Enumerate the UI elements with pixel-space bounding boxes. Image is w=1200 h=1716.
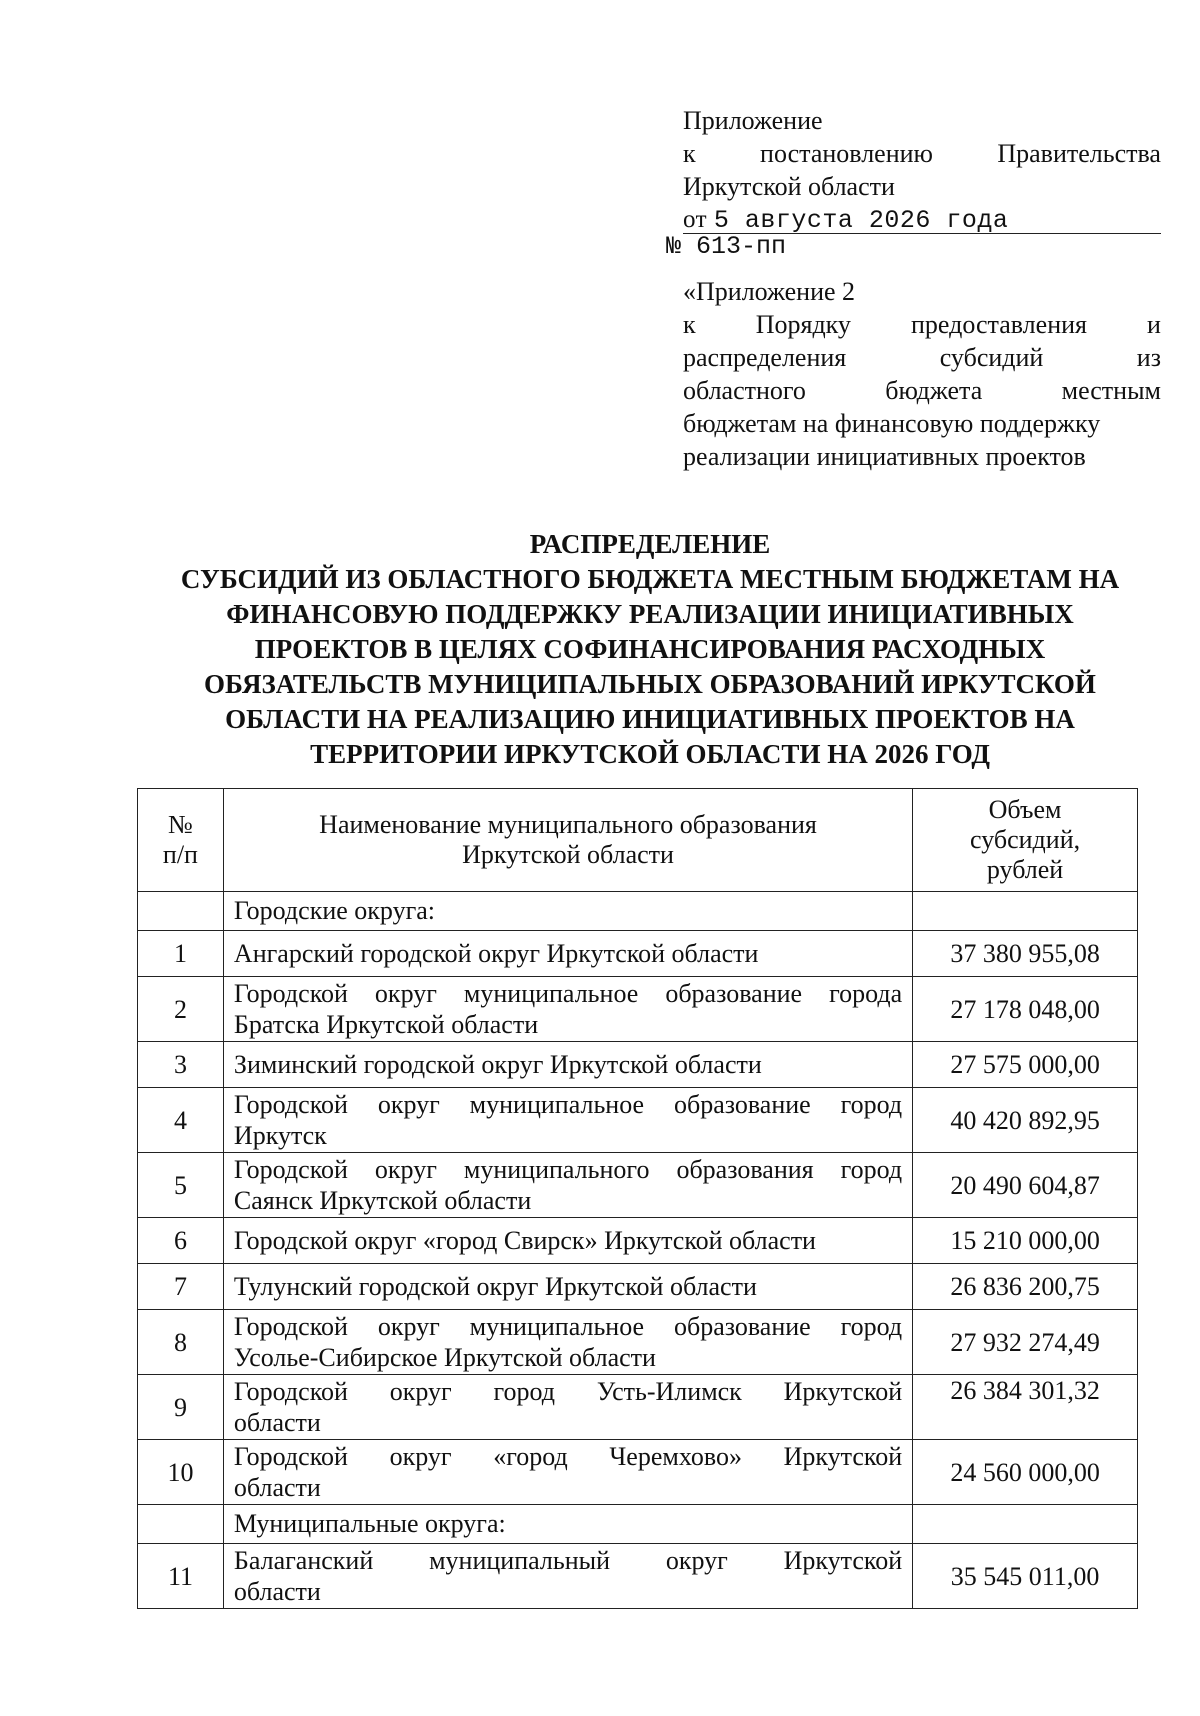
word: Правительства (997, 139, 1161, 168)
title-line: ТЕРРИТОРИИ ИРКУТСКОЙ ОБЛАСТИ НА 2026 ГОД (310, 739, 990, 769)
row-name-line: Городской округ муниципального образования город (233, 1155, 903, 1184)
header-num-line: п/п (162, 840, 198, 869)
empty-cell (913, 892, 1138, 931)
row-amount: 15 210 000,00 (913, 1218, 1138, 1264)
row-amount: 27 178 048,00 (913, 977, 1138, 1042)
section-label: Муниципальные округа: (223, 1505, 912, 1544)
row-name-line: Городской округ муниципальное образование город (233, 1312, 903, 1341)
row-name: Ангарский городской округ Иркутской области (223, 931, 912, 977)
table-row (138, 1375, 1138, 1440)
row-num: 6 (138, 1218, 224, 1264)
row-num: 1 (138, 931, 224, 977)
row-name-line: Иркутск (233, 1121, 327, 1150)
row-name (223, 1088, 912, 1153)
table-row (138, 1310, 1138, 1375)
row-name-line: области (233, 1473, 321, 1502)
appendix-label: Приложение (683, 106, 823, 135)
row-name-line: Городской округ муниципальное образование города (233, 979, 903, 1008)
row-amount: 37 380 955,08 (913, 931, 1138, 977)
row-name-line: Усолье-Сибирское Иркутской области (233, 1343, 656, 1372)
table-row (138, 1544, 1138, 1609)
row-amount: 20 490 604,87 (913, 1153, 1138, 1218)
appendix2-label: «Приложение 2 (683, 277, 856, 306)
row-amount: 35 545 011,00 (913, 1544, 1138, 1609)
row-name-line: Братска Иркутской области (233, 1010, 539, 1039)
table-row (138, 1440, 1138, 1505)
appendix2-line6: реализации инициативных проектов (683, 442, 1086, 471)
table-row (138, 1088, 1138, 1153)
title-line: СУБСИДИЙ ИЗ ОБЛАСТНОГО БЮДЖЕТА МЕСТНЫМ БЮДЖЕТАМ НА (180, 564, 1120, 594)
title-line: ОБЯЗАТЕЛЬСТВ МУНИЦИПАЛЬНЫХ ОБРАЗОВАНИЙ ИРКУТСКОЙ (204, 669, 1096, 699)
word: постановлению (760, 139, 933, 168)
word: бюджета (885, 376, 983, 405)
row-num: 4 (138, 1088, 224, 1153)
row-name (223, 1544, 912, 1609)
header-amount (913, 789, 1138, 892)
header-amount-line: субсидий, (970, 825, 1081, 854)
subsidy-table (137, 788, 1138, 1609)
appendix-decree-line (683, 137, 1161, 170)
section-label: Городские округа: (223, 892, 912, 931)
appendix2-line4 (683, 374, 1161, 407)
word: к (683, 139, 696, 168)
row-name (223, 1375, 912, 1440)
appendix2-line3 (683, 341, 1161, 374)
document-title (130, 527, 1170, 772)
word: распределения (683, 343, 847, 372)
empty-cell (138, 892, 224, 931)
row-num: 11 (138, 1544, 224, 1609)
table-row (138, 1042, 1138, 1088)
row-amount: 27 575 000,00 (913, 1042, 1138, 1088)
title-line: РАСПРЕДЕЛЕНИЕ (529, 529, 771, 559)
row-name-line: области (233, 1577, 321, 1606)
appendix-region: Иркутской области (683, 172, 895, 201)
word: предоставления (911, 310, 1087, 339)
row-num: 9 (138, 1375, 224, 1440)
word: из (1136, 343, 1161, 372)
header-num-line: № (168, 810, 193, 839)
title-line: ОБЛАСТИ НА РЕАЛИЗАЦИЮ ИНИЦИАТИВНЫХ ПРОЕКТОВ НА (225, 704, 1075, 734)
row-name (223, 1310, 912, 1375)
word: местным (1061, 376, 1161, 405)
row-name: Тулунский городской округ Иркутской области (223, 1264, 912, 1310)
row-num: 2 (138, 977, 224, 1042)
section-row (138, 892, 1138, 931)
row-num: 3 (138, 1042, 224, 1088)
row-name-line: Городской округ «город Черемхово» Иркутской (233, 1442, 903, 1471)
row-num: 7 (138, 1264, 224, 1310)
row-name: Зиминский городской округ Иркутской области (223, 1042, 912, 1088)
word: субсидий (939, 343, 1044, 372)
row-num: 5 (138, 1153, 224, 1218)
row-name (223, 1153, 912, 1218)
date-prefix: от (683, 206, 708, 233)
row-amount: 24 560 000,00 (913, 1440, 1138, 1505)
row-name-line: Балаганский муниципальный округ Иркутской (233, 1546, 903, 1575)
word: областного (683, 376, 806, 405)
date-value: 5 августа 2026 года (713, 206, 1009, 235)
word: и (1147, 310, 1161, 339)
appendix2-header (683, 275, 1161, 473)
row-name: Городской округ «город Свирск» Иркутской области (223, 1218, 912, 1264)
row-amount: 26 384 301,32 (913, 1375, 1138, 1440)
row-num: 8 (138, 1310, 224, 1375)
empty-cell (913, 1505, 1138, 1544)
table-row (138, 1264, 1138, 1310)
word: Порядку (755, 310, 851, 339)
header-name-line: Наименование муниципального образования (319, 810, 817, 839)
word: к (683, 310, 696, 339)
table-row (138, 1218, 1138, 1264)
header-amount-line: рублей (986, 855, 1064, 884)
section-row (138, 1505, 1138, 1544)
header-name (223, 789, 912, 892)
row-name (223, 1440, 912, 1505)
table-row (138, 1153, 1138, 1218)
appendix2-line5: бюджетам на финансовую поддержку (683, 409, 1101, 438)
row-name-line: Городской округ муниципальное образование город (233, 1090, 903, 1119)
header-amount-line: Объем (988, 795, 1062, 824)
row-name (223, 977, 912, 1042)
table-row (138, 931, 1138, 977)
title-line: ФИНАНСОВУЮ ПОДДЕРЖКУ РЕАЛИЗАЦИИ ИНИЦИАТИВНЫХ (226, 599, 1074, 629)
decree-number: № 613-пп (666, 232, 787, 261)
header-name-line: Иркутской области (462, 840, 674, 869)
table-row (138, 977, 1138, 1042)
row-num: 10 (138, 1440, 224, 1505)
row-name-line: Городской округ город Усть-Илимск Иркутской (233, 1377, 903, 1406)
row-amount: 26 836 200,75 (913, 1264, 1138, 1310)
row-amount: 40 420 892,95 (913, 1088, 1138, 1153)
appendix2-line2 (683, 308, 1161, 341)
row-name-line: Саянск Иркутской области (233, 1186, 532, 1215)
appendix-header (683, 104, 1161, 237)
header-num (138, 789, 224, 892)
row-amount: 27 932 274,49 (913, 1310, 1138, 1375)
title-line: ПРОЕКТОВ В ЦЕЛЯХ СОФИНАНСИРОВАНИЯ РАСХОДНЫХ (254, 634, 1046, 664)
row-name-line: области (233, 1408, 321, 1437)
table-header-row (138, 789, 1138, 892)
empty-cell (138, 1505, 224, 1544)
